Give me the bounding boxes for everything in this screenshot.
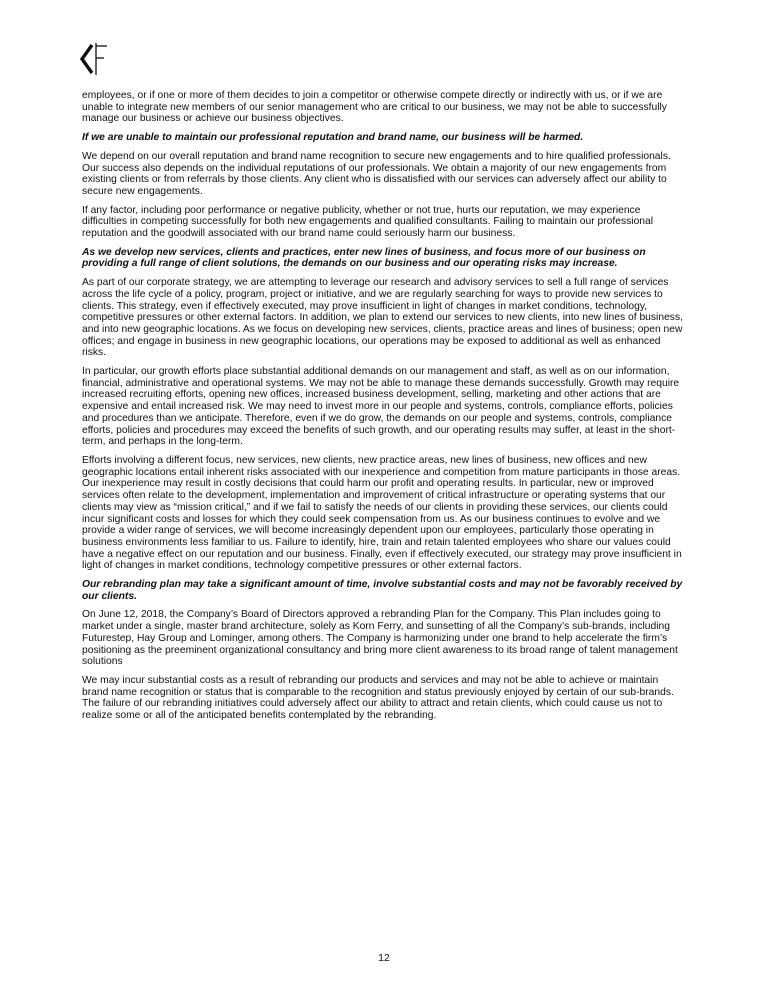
page-number: 12 — [378, 952, 390, 964]
paragraph-corporate-strategy: As part of our corporate strategy, we are attempting to leverage our research and advisory services to sell a full range of services across the life cycle of a policy, program, project or initiative, and we are regularly searching for ways to provide new services to clients. This strategy, even if effectively executed, may prove insufficient in light of changes in market conditions, technology, competitive pressures or other external factors. In addition, we plan to extend our services to new clients, into new lines of business, and into new geographic locations. As we focus on developing new services, clients, practice areas and lines of business; open new offices; and engage in business in new geographic locations, our operations may be exposed to additional as well as enhanced risks. — [82, 277, 683, 359]
paragraph-growth-demands: In particular, our growth efforts place substantial additional demands on our management and staff, as well as on our information, financial, administrative and operational systems. We may not be able to manage these demands successfully. Growth may require increased recruiting efforts, opening new offices, increased business development, selling, marketing and other actions that are expensive and entail increased risk. We may need to invest more in our people and systems, controls, compliance efforts, policies and procedures than we anticipate. Therefore, even if we do grow, the demands on our people and systems, controls, compliance efforts, policies and procedures may exceed the benefits of such growth, and our operating results may suffer, at least in the short-term, and perhaps in the long-term. — [82, 366, 680, 448]
paragraph-inherent-risks: Efforts involving a different focus, new services, new clients, new practice areas, new lines of business, new offices and new geographic locations entail inherent risks associated with our inexperience and competition from mature participants in those areas. Our inexperience may result in costly decisions that could harm our profit and operating results. In particular, new or improved services often relate to the development, implementation and improvement of critical infrastructure or operating systems that our clients may view as “mission critical,” and if we fail to satisfy the needs of our clients in providing these services, our clients could incur significant costs and losses for which they could seek compensation from us. As our business continues to evolve and we provide a wider range of services, we will become increasingly dependent upon our employees, particularly those operating in business environments less familiar to us. Failure to identify, hire, train and retain talented employees who share our values could have a negative effect on our reputation and our business. Finally, even if effectively executed, our strategy may prove insufficient in light of changes in market conditions, technology competitive pressures or other external factors. — [82, 454, 682, 572]
korn-ferry-logo-icon — [80, 39, 110, 79]
paragraph-rebranding-costs: We may incur substantial costs as a result of rebranding our products and services and may not be able to achieve or maintain brand name recognition or status that is comparable to the recognition and status previously enjoyed by certain of our sub-brands. The failure of our rebranding initiatives could adversely affect our ability to attract and retain clients, which could cause us not to realize some or all of the anticipated benefits contemplated by the rebranding. — [82, 674, 674, 722]
paragraph-rebranding-plan: On June 12, 2018, the Company’s Board of Directors approved a rebranding Plan for the Company. This Plan includes going to market under a single, master brand architecture, solely as Korn Ferry, and sunsetting of all the Company’s sub-brands, including Futurestep, Hay Group and Lominger, among others. The Company is harmonizing under one brand to help accelerate the firm’s positioning as the preeminent organizational consultancy and bring more client awareness to its broad range of talent management solutions — [82, 609, 678, 668]
document-body — [82, 90, 686, 729]
paragraph-reputation-dependence: We depend on our overall reputation and brand name recognition to secure new engagements and to hire qualified professionals. Our success also depends on the individual reputations of our professionals. We obtain a majority of our new engagements from existing clients or from referrals by those clients. Any client who is dissatisfied with our services can adversely affect our ability to secure new engagements. — [82, 150, 671, 197]
paragraph-reputation-harm: If any factor, including poor performance or negative publicity, whether or not true, hurts our reputation, we may experience difficulties in competing successfully for both new engagements and qualified consultants. Failing to maintain our professional reputation and the goodwill associated with our brand name could seriously harm our business. — [82, 204, 654, 240]
paragraph-continuation: employees, or if one or more of them decides to join a competitor or otherwise compete directly or indirectly with us, or if we are unable to integrate new members of our senior management who are critical to our business, we may not be able to successfully manage our business or achieve our business objectives. — [82, 90, 667, 125]
risk-heading-reputation: If we are unable to maintain our professional reputation and brand name, our business will be harmed. — [82, 132, 584, 144]
risk-heading-rebranding: Our rebranding plan may take a significant amount of time, involve substantial costs and may not be favorably received by our clients. — [82, 579, 683, 602]
risk-heading-new-services: As we develop new services, clients and practices, enter new lines of business, and focus more of our business on providing a full range of client solutions, the demands on our business and our operating risks may increase. — [82, 246, 646, 270]
